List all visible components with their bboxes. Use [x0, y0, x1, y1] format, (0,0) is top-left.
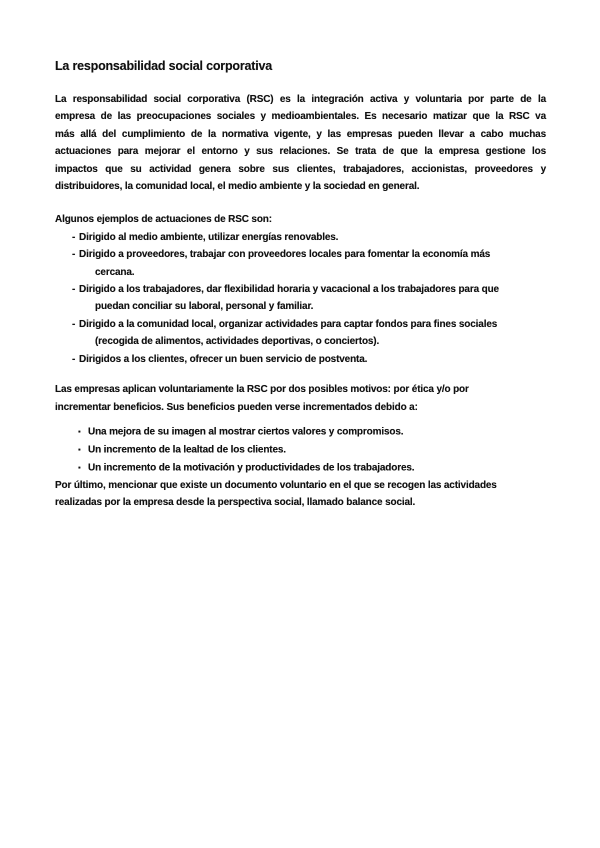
- list-item-text: (recogida de alimentos, actividades deportivas, o conciertos).: [95, 336, 380, 348]
- motives-line: incrementar beneficios. Sus beneficios pueden verse incrementados debido a:: [55, 401, 418, 413]
- list-item: [55, 423, 546, 441]
- intro-line: distribuidores, la comunidad local, el medio ambiente y la sociedad en general.: [55, 181, 420, 193]
- list-item: [55, 441, 546, 459]
- intro-paragraph: [55, 91, 546, 195]
- list-item-text: Un incremento de la motivación y productividades de los trabajadores.: [88, 462, 415, 474]
- dash-bullet-marker: -: [72, 353, 76, 365]
- list-item-text: cercana.: [95, 266, 135, 278]
- document-content: [55, 0, 546, 511]
- square-bullet-marker: ▪: [78, 426, 81, 436]
- dash-bullet-marker: -: [72, 231, 76, 243]
- closing-line: realizadas por la empresa desde la perspectiva social, llamado balance social.: [55, 497, 416, 509]
- page-title: La responsabilidad social corporativa: [55, 59, 272, 73]
- closing-line: Por último, mencionar que existe un documento voluntario en el que se recogen las actividades: [55, 479, 497, 491]
- examples-heading: Algunos ejemplos de actuaciones de RSC son:: [55, 214, 272, 226]
- list-item-text: puedan conciliar su laboral, personal y familiar.: [95, 301, 314, 313]
- list-item: [55, 246, 546, 281]
- examples-list: [55, 229, 546, 368]
- dash-bullet-marker: -: [72, 249, 76, 261]
- intro-line: La responsabilidad social corporativa (RSC) es la integración activa y voluntaria por parte de la: [55, 94, 546, 105]
- list-item-text: Un incremento de la lealtad de los clientes.: [88, 444, 286, 456]
- list-item-text: Dirigido a proveedores, trabajar con proveedores locales para fomentar la economía más: [79, 249, 491, 261]
- dash-bullet-marker: -: [72, 284, 76, 296]
- list-item-text: Dirigidos a los clientes, ofrecer un buen servicio de postventa.: [79, 353, 368, 365]
- list-item-text: Dirigido a los trabajadores, dar flexibilidad horaria y vacacional a los trabajadores para que: [79, 284, 499, 296]
- dash-bullet-marker: -: [72, 318, 76, 330]
- list-item-text: Dirigido al medio ambiente, utilizar energías renovables.: [79, 231, 339, 243]
- list-item: [55, 229, 546, 246]
- intro-line: impactos que su actividad genera sobre sus clientes, trabajadores, accionistas, proveedores y: [55, 163, 546, 175]
- list-item: [55, 281, 546, 316]
- list-item-text: Una mejora de su imagen al mostrar ciertos valores y compromisos.: [88, 426, 404, 438]
- list-item-text: Dirigido a la comunidad local, organizar actividades para captar fondos para fines sociales: [79, 318, 498, 330]
- list-item: [55, 459, 546, 477]
- motives-line: Las empresas aplican voluntariamente la RSC por dos posibles motivos: por ética y/o por: [55, 384, 469, 396]
- square-bullet-marker: ▪: [78, 462, 81, 472]
- intro-line: más allá del cumplimiento de la normativa vigente, y las empresas pueden llevar a cabo muchas: [55, 128, 546, 140]
- square-bullet-marker: ▪: [78, 444, 81, 454]
- intro-line: empresa de las preocupaciones sociales y medioambientales. Es necesario matizar que la RSC va: [55, 111, 546, 123]
- intro-line: actuaciones para mejorar el entorno y sus relaciones. Se trata de que la empresa gestione los: [55, 146, 546, 158]
- list-item: [55, 351, 546, 368]
- motives-paragraph: [55, 381, 546, 416]
- closing-paragraph: [55, 477, 546, 512]
- benefits-list: [55, 423, 546, 477]
- list-item: [55, 316, 546, 351]
